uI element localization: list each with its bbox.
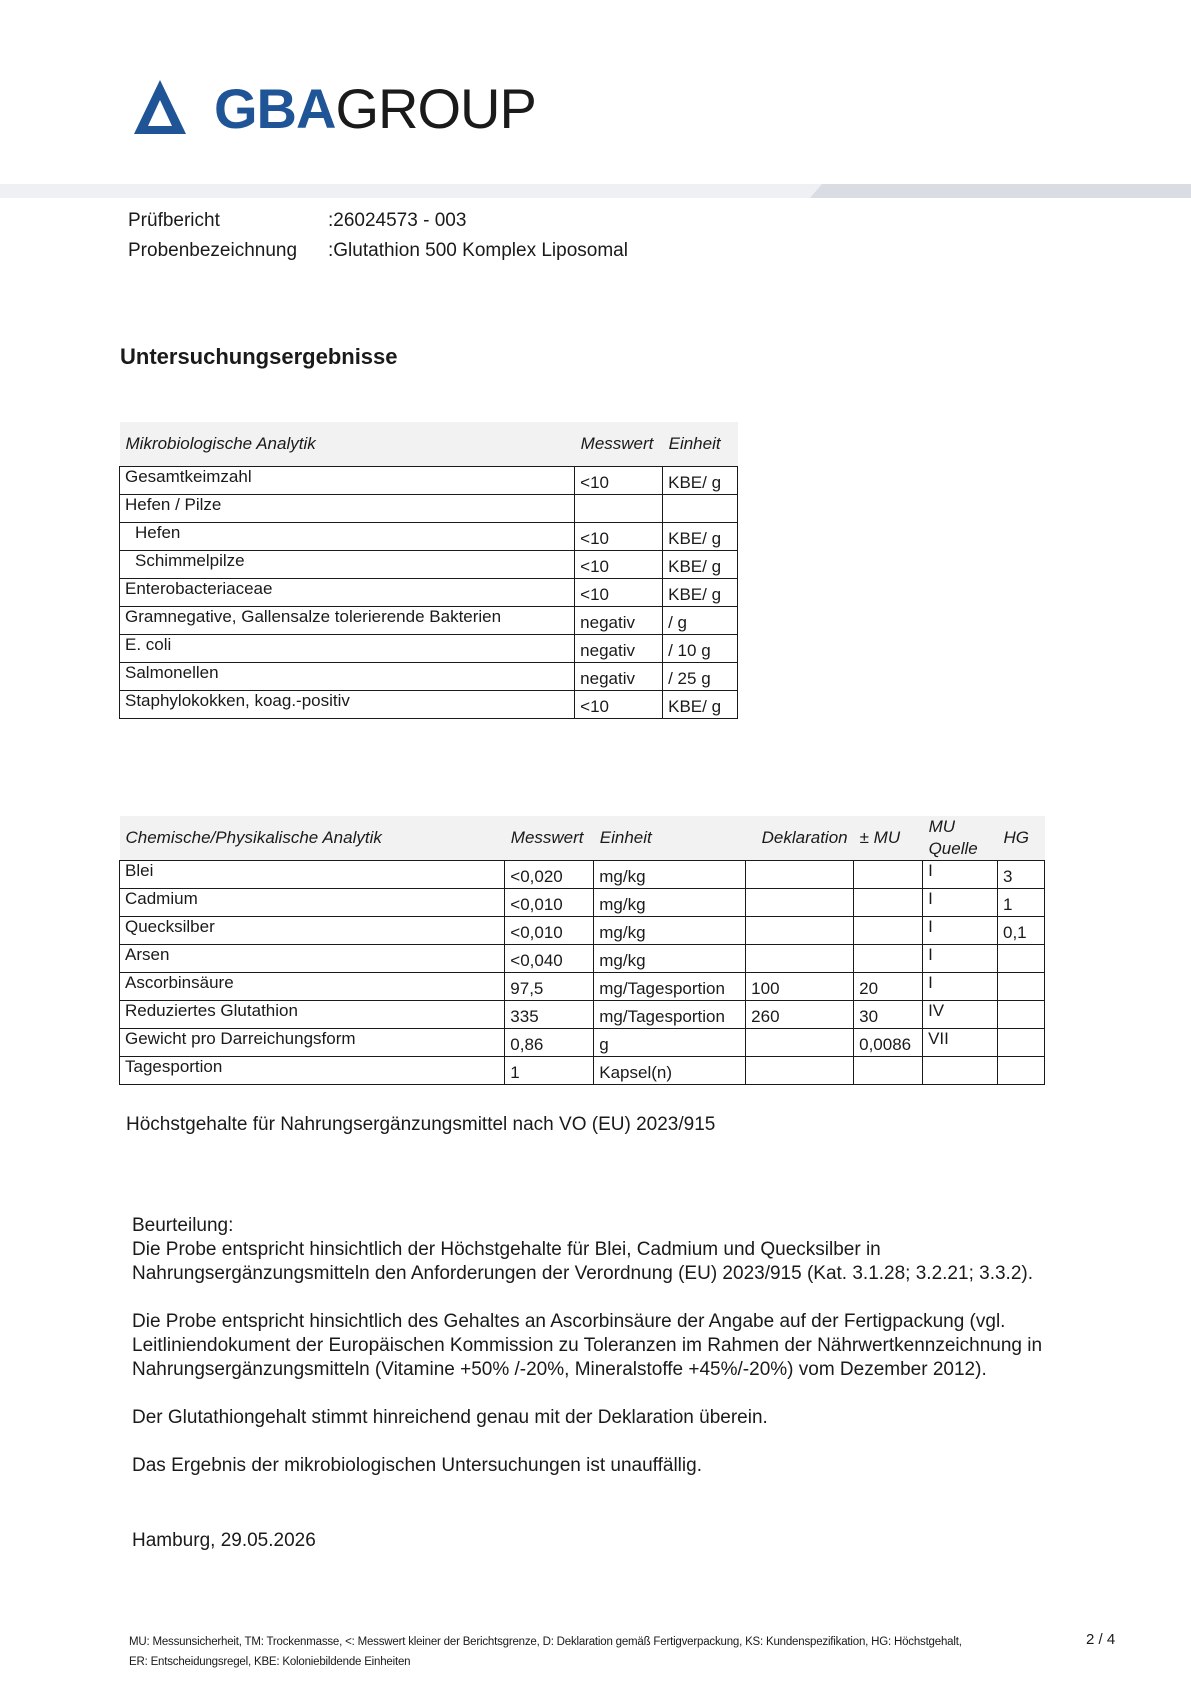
chem-source: VII bbox=[923, 1029, 998, 1057]
chem-source: I bbox=[923, 945, 998, 973]
chem-unit: mg/kg bbox=[594, 917, 746, 945]
table-row bbox=[120, 889, 1045, 917]
assessment-block-1 bbox=[132, 1214, 1092, 1286]
table-row bbox=[120, 607, 738, 635]
chem-source: I bbox=[923, 973, 998, 1001]
chem-unit: mg/kg bbox=[594, 889, 746, 917]
table-row bbox=[120, 1001, 1045, 1029]
assessment-paragraph: Das Ergebnis der mikrobiologischen Untersuchungen ist unauffällig. bbox=[132, 1455, 702, 1476]
assessment-paragraph: Die Probe entspricht hinsichtlich der Höchstgehalte für Blei, Cadmium und Quecksilber in Nahrungsergänzungsmitteln den Anforderungen der Verordnung (EU) 2023/915 (Kat. 3.1.28; 3.2.21; 3.3.2). bbox=[132, 1239, 1033, 1284]
page-number: 2 / 4 bbox=[1086, 1631, 1116, 1648]
micro-value: negativ bbox=[575, 635, 663, 663]
report-label: Prüfbericht bbox=[128, 210, 220, 231]
micro-header-unit: Einheit bbox=[663, 422, 738, 467]
chem-unit: Kapsel(n) bbox=[594, 1057, 746, 1085]
chem-hg bbox=[998, 1001, 1045, 1029]
chem-source: I bbox=[923, 889, 998, 917]
chem-source bbox=[923, 1057, 998, 1085]
gba-group-logo bbox=[130, 76, 536, 142]
logo-wordmark: GBAGROUP bbox=[214, 77, 536, 140]
chem-mu: 30 bbox=[854, 1001, 923, 1029]
chem-header-hg: HG bbox=[998, 816, 1045, 861]
chem-name: Reduziertes Glutathion bbox=[120, 1001, 505, 1029]
table-row bbox=[120, 1029, 1045, 1057]
chem-source: I bbox=[923, 917, 998, 945]
micro-unit: KBE/ g bbox=[663, 691, 738, 719]
micro-name: Hefen bbox=[120, 523, 575, 551]
chem-mu bbox=[854, 861, 923, 889]
chem-value: 335 bbox=[505, 1001, 594, 1029]
micro-name: Schimmelpilze bbox=[120, 551, 575, 579]
micro-value: <10 bbox=[575, 579, 663, 607]
chem-unit: mg/kg bbox=[594, 945, 746, 973]
chem-decl bbox=[746, 917, 854, 945]
chem-value: 0,86 bbox=[505, 1029, 594, 1057]
micro-analysis-table bbox=[119, 422, 738, 719]
chem-hg bbox=[998, 973, 1045, 1001]
chem-unit: mg/Tagesportion bbox=[594, 1001, 746, 1029]
micro-unit: KBE/ g bbox=[663, 551, 738, 579]
chem-hg: 0,1 bbox=[998, 917, 1045, 945]
chem-name: Ascorbinsäure bbox=[120, 973, 505, 1001]
table-row bbox=[120, 495, 738, 523]
chem-hg bbox=[998, 1057, 1045, 1085]
chem-hg: 3 bbox=[998, 861, 1045, 889]
chem-value: <0,040 bbox=[505, 945, 594, 973]
table-row bbox=[120, 467, 738, 495]
footer-line: MU: Messunsicherheit, TM: Trockenmasse, <: Messwert kleiner der Berichtsgrenze, D: Deklaration gemäß Fertigverpackung, KS: Kundenspezifikation, HG: Höchstgehalt, bbox=[129, 1636, 962, 1648]
table-row bbox=[120, 551, 738, 579]
table-row bbox=[120, 917, 1045, 945]
place-date: Hamburg, 29.05.2026 bbox=[132, 1530, 316, 1551]
header-band bbox=[0, 184, 1191, 198]
assessment-paragraph: Der Glutathiongehalt stimmt hinreichend genau mit der Deklaration überein. bbox=[132, 1407, 768, 1428]
table-row bbox=[120, 1057, 1045, 1085]
micro-name: E. coli bbox=[120, 635, 575, 663]
micro-header-row bbox=[120, 422, 738, 467]
micro-value: negativ bbox=[575, 607, 663, 635]
table-row bbox=[120, 861, 1045, 889]
chem-hg: 1 bbox=[998, 889, 1045, 917]
chem-name: Blei bbox=[120, 861, 505, 889]
table-row bbox=[120, 635, 738, 663]
micro-value: <10 bbox=[575, 551, 663, 579]
chem-unit: mg/kg bbox=[594, 861, 746, 889]
chem-header-name: Chemische/Physikalische Analytik bbox=[120, 816, 505, 861]
micro-unit bbox=[663, 495, 738, 523]
footer-legend bbox=[129, 1632, 1009, 1672]
micro-value: <10 bbox=[575, 523, 663, 551]
micro-name: Salmonellen bbox=[120, 663, 575, 691]
chem-decl bbox=[746, 889, 854, 917]
chem-unit: mg/Tagesportion bbox=[594, 973, 746, 1001]
micro-unit: KBE/ g bbox=[663, 523, 738, 551]
chem-source: I bbox=[923, 861, 998, 889]
chem-value: <0,020 bbox=[505, 861, 594, 889]
chem-name: Tagesportion bbox=[120, 1057, 505, 1085]
maximum-levels-note: Höchstgehalte für Nahrungsergänzungsmittel nach VO (EU) 2023/915 bbox=[126, 1114, 716, 1135]
chem-header-row bbox=[120, 816, 1045, 861]
gba-logo-mark-icon bbox=[130, 78, 202, 140]
section-title: Untersuchungsergebnisse bbox=[120, 344, 398, 369]
micro-value bbox=[575, 495, 663, 523]
chem-mu: 0,0086 bbox=[854, 1029, 923, 1057]
chem-header-unit: Einheit bbox=[594, 816, 746, 861]
assessment-title: Beurteilung: bbox=[132, 1215, 234, 1236]
chem-header-value: Messwert bbox=[505, 816, 594, 861]
chem-value: <0,010 bbox=[505, 889, 594, 917]
table-row bbox=[120, 579, 738, 607]
chem-name: Cadmium bbox=[120, 889, 505, 917]
micro-name: Gesamtkeimzahl bbox=[120, 467, 575, 495]
micro-name: Hefen / Pilze bbox=[120, 495, 575, 523]
micro-value: negativ bbox=[575, 663, 663, 691]
chem-decl bbox=[746, 1029, 854, 1057]
chem-analysis-table bbox=[119, 816, 1045, 1085]
micro-unit: / g bbox=[663, 607, 738, 635]
micro-header-name: Mikrobiologische Analytik bbox=[120, 422, 575, 467]
chem-hg bbox=[998, 1029, 1045, 1057]
chem-decl bbox=[746, 945, 854, 973]
chem-name: Quecksilber bbox=[120, 917, 505, 945]
chem-header-decl: Deklaration bbox=[746, 816, 854, 861]
sample-value: :Glutathion 500 Komplex Liposomal bbox=[328, 240, 628, 261]
chem-mu bbox=[854, 889, 923, 917]
chem-name: Gewicht pro Darreichungsform bbox=[120, 1029, 505, 1057]
chem-decl bbox=[746, 861, 854, 889]
chem-mu bbox=[854, 945, 923, 973]
micro-name: Staphylokokken, koag.-positiv bbox=[120, 691, 575, 719]
micro-unit: / 25 g bbox=[663, 663, 738, 691]
assessment-paragraph: Die Probe entspricht hinsichtlich des Gehaltes an Ascorbinsäure der Angabe auf der Fertigpackung (vgl. Leitliniendokument der Europäischen Kommission zu Toleranzen im Rahmen der Nährwertkennzeichnung in Nahrungsergänzungsmitteln (Vitamine +50% /-20%, Mineralstoffe +45%/-20%) vom Dezember 2012). bbox=[132, 1311, 1043, 1380]
footer-line: ER: Entscheidungsregel, KBE: Koloniebildende Einheiten bbox=[129, 1656, 411, 1668]
chem-decl: 260 bbox=[746, 1001, 854, 1029]
assessment-section bbox=[132, 1214, 1092, 1502]
table-row bbox=[120, 663, 738, 691]
micro-value: <10 bbox=[575, 691, 663, 719]
micro-header-value: Messwert bbox=[575, 422, 663, 467]
table-row bbox=[120, 945, 1045, 973]
chem-unit: g bbox=[594, 1029, 746, 1057]
micro-name: Enterobacteriaceae bbox=[120, 579, 575, 607]
table-row bbox=[120, 973, 1045, 1001]
sample-label: Probenbezeichnung bbox=[128, 240, 298, 261]
micro-unit: / 10 g bbox=[663, 635, 738, 663]
chem-source: IV bbox=[923, 1001, 998, 1029]
chem-value: <0,010 bbox=[505, 917, 594, 945]
micro-unit: KBE/ g bbox=[663, 579, 738, 607]
chem-header-source: MU Quelle bbox=[923, 816, 998, 861]
chem-value: 1 bbox=[505, 1057, 594, 1085]
micro-value: <10 bbox=[575, 467, 663, 495]
chem-mu: 20 bbox=[854, 973, 923, 1001]
micro-unit: KBE/ g bbox=[663, 467, 738, 495]
chem-hg bbox=[998, 945, 1045, 973]
chem-decl: 100 bbox=[746, 973, 854, 1001]
micro-name: Gramnegative, Gallensalze tolerierende Bakterien bbox=[120, 607, 575, 635]
report-value: :26024573 - 003 bbox=[328, 210, 467, 231]
chem-name: Arsen bbox=[120, 945, 505, 973]
chem-mu bbox=[854, 917, 923, 945]
table-row bbox=[120, 523, 738, 551]
chem-decl bbox=[746, 1057, 854, 1085]
chem-mu bbox=[854, 1057, 923, 1085]
chem-header-mu: ± MU bbox=[854, 816, 923, 861]
chem-value: 97,5 bbox=[505, 973, 594, 1001]
table-row bbox=[120, 691, 738, 719]
